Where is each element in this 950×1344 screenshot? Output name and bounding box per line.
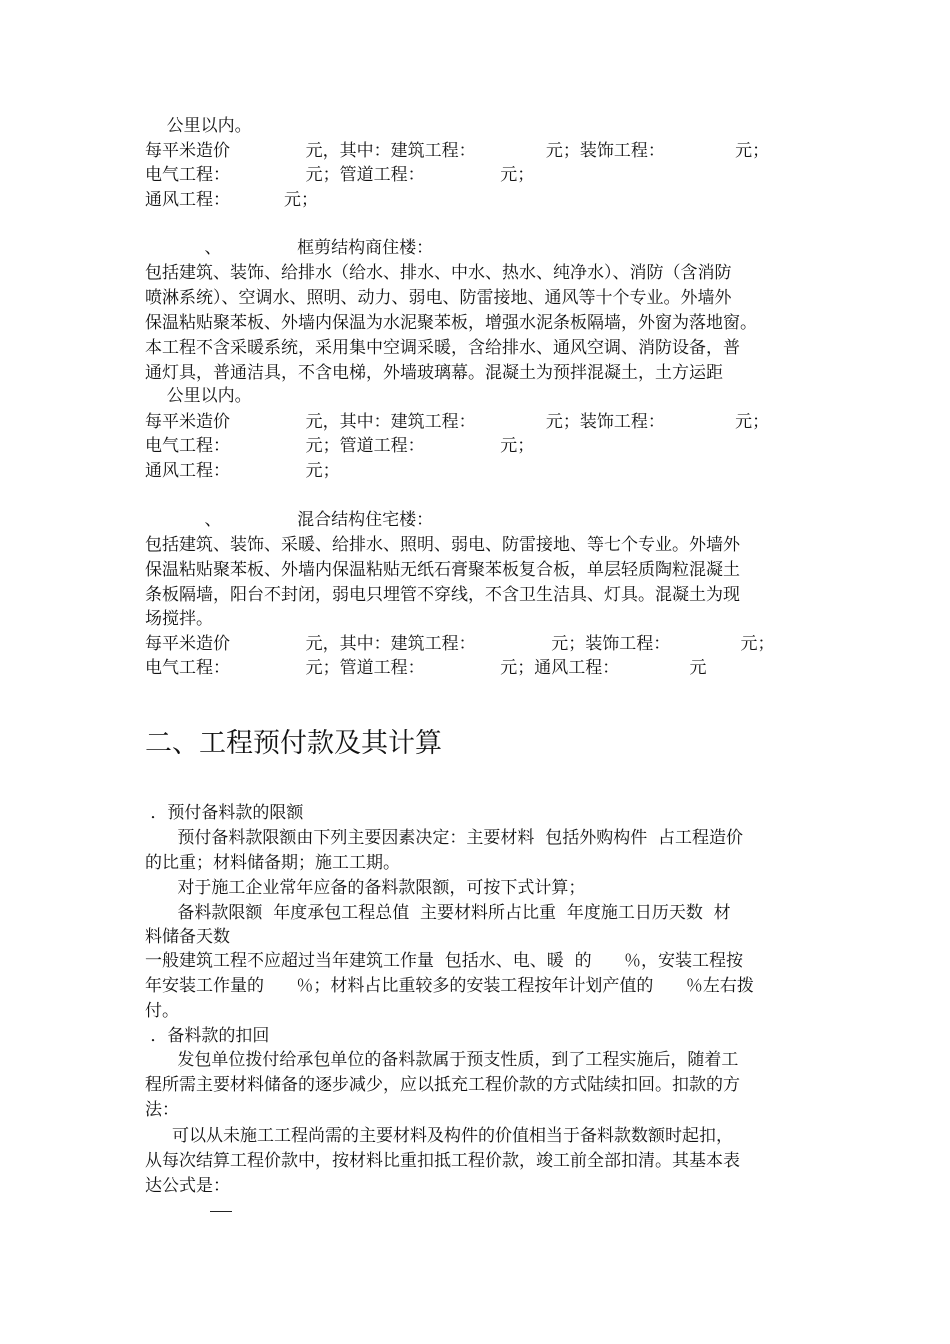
text-line: 保温粘贴聚苯板、外墙内保温为水泥聚苯板，增强水泥条板隔墙，外窗为落地窗。	[145, 313, 757, 333]
text-line: 每平米造价 元，其中：建筑工程： 元；装饰工程： 元；	[145, 141, 770, 161]
text-line: 法：	[145, 1100, 179, 1120]
section-heading: 二、工程预付款及其计算	[145, 728, 442, 759]
text-line: 通风工程： 元；	[145, 461, 340, 481]
text-line: 付。	[145, 1001, 179, 1021]
text-line: 预付备料款限额由下列主要因素决定：主要材料 包括外购构件 占工程造价	[145, 828, 744, 848]
text-line: 场搅拌。	[145, 609, 213, 629]
text-line: 料储备天数	[145, 927, 230, 947]
text-line: 电气工程： 元；管道工程： 元；通风工程： 元	[145, 658, 707, 678]
text-line: 达公式是：	[145, 1176, 230, 1196]
text-line: 本工程不含采暖系统，采用集中空调采暖，含给排水、通风空调、消防设备，普	[145, 338, 740, 358]
text-line: 每平米造价 元，其中：建筑工程： 元；装饰工程： 元；	[145, 634, 775, 654]
text-line: 公里以内。	[145, 386, 252, 406]
text-line: 条板隔墙，阳台不封闭，弱电只埋管不穿线，不含卫生洁具、灯具。混凝土为现	[145, 585, 740, 605]
text-line: 包括建筑、装饰、采暖、给排水、照明、弱电、防雷接地、等七个专业。外墙外	[145, 535, 740, 555]
text-line: 包括建筑、装饰、给排水（给水、排水、中水、热水、纯净水）、消防（含消防	[145, 263, 732, 283]
text-line: ．预付备料款的限额	[145, 803, 304, 823]
text-line: 电气工程： 元；管道工程： 元；	[145, 165, 535, 185]
text-line: 通风工程： 元；	[145, 190, 319, 210]
text-line: 的比重；材料储备期；施工工期。	[145, 853, 400, 873]
text-line: 对于施工企业常年应备的备料款限额，可按下式计算；	[145, 878, 586, 898]
text-line: ．备料款的扣回	[145, 1026, 270, 1046]
text-line: 发包单位拨付给承包单位的备料款属于预支性质，到了工程实施后，随着工	[145, 1050, 739, 1070]
text-line: 喷淋系统）、空调水、照明、动力、弱电、防雷接地、通风等十个专业。外墙外	[145, 288, 732, 308]
formula-dash	[210, 1211, 232, 1212]
text-line: 每平米造价 元，其中：建筑工程： 元；装饰工程： 元；	[145, 412, 770, 432]
text-line: 、 混合结构住宅楼：	[145, 510, 434, 530]
text-line: 程所需主要材料储备的逐步减少，应以抵充工程价款的方式陆续扣回。扣款的方	[145, 1075, 740, 1095]
text-line: 从每次结算工程价款中，按材料比重扣抵工程价款，竣工前全部扣清。其基本表	[145, 1151, 740, 1171]
text-line: 、 框剪结构商住楼：	[145, 238, 434, 258]
text-line: 通灯具，普通洁具，不含电梯，外墙玻璃幕。混凝土为预拌混凝土，土方运距	[145, 363, 723, 383]
text-line: 一般建筑工程不应超过当年建筑工作量 包括水、电、暖 的 ％，安装工程按	[145, 951, 744, 971]
text-line: 电气工程： 元；管道工程： 元；	[145, 436, 535, 456]
text-line: 可以从未施工工程尚需的主要材料及构件的价值相当于备料款数额时起扣，	[145, 1126, 734, 1146]
text-line: 年安装工作量的 ％；材料占比重较多的安装工程按年计划产值的 ％左右拨	[145, 976, 754, 996]
text-line: 保温粘贴聚苯板、外墙内保温粘贴无纸石膏聚苯板复合板，单层轻质陶粒混凝土	[145, 560, 740, 580]
text-line: 公里以内。	[145, 116, 252, 136]
text-line: 备料款限额 年度承包工程总值 主要材料所占比重 年度施工日历天数 材	[145, 903, 731, 923]
